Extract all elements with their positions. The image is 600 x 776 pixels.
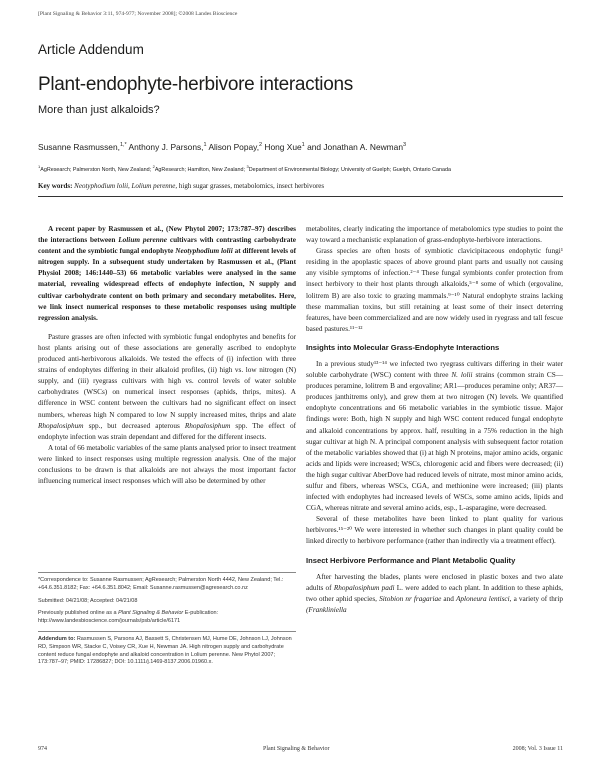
body-paragraph: After harvesting the blades, plants were enclosed in plastic boxes and two alate adults of Rhopalosiphum padi L. were added to each plant. In addition to these aphids, two other aphid species, Sitobion nr fragariae and Aploneura lentisci, a variety of thrip (Frankliniella [306, 572, 563, 614]
author-name: Susanne Rasmussen, [38, 142, 120, 152]
body-paragraph: A total of 66 metabolic variables of the same plants analysed prior to insect treatment were linked to insect responses using multiple regression analysis. One of the major conclusions to be drawn is that alkaloids are not always the most important factor influencing numerical insect responses which will also be determined by other [38, 443, 296, 486]
right-column [306, 224, 563, 616]
keywords-rest: high sugar grasses, metabolomics, insect herbivores [178, 182, 325, 190]
footnote-divider [38, 631, 296, 632]
affiliation-text: Department of Environmental Biology; University of Guelph; Guelph, Ontario Canada [248, 166, 452, 173]
keywords-italic: Neotyphodium lolii, Lolium perenne, [74, 182, 178, 190]
affiliation-text: AgResearch; Palmerston North, New Zealand; [40, 166, 152, 173]
author-affiliation-mark: 3 [402, 142, 407, 149]
body-paragraph: Grass species are often hosts of symbiotic clavicipitaceous endophytic fungi¹ residing in the apoplastic spaces of above ground plant parts and usually not causing any visible symptoms of infection.²⁻⁴ These fungal symbionts confer protection from insect herbivory to their host plants through alkaloids,⁵⁻⁸ some of which (ergovaline, lolitrem B) are also toxic to grazing mammals.⁹⁻¹⁰ Natural endophyte strains lacking these mammalian toxins, but still retaining at least some of their insect deterring features, have been commercialized and are now widely used in ryegrass and tall fescue based pastures.¹¹⁻¹² [306, 247, 563, 333]
footnote-divider [38, 572, 296, 573]
header-divider [38, 196, 563, 197]
affiliation-mark: 2 [152, 164, 155, 169]
affiliation-mark: 1 [38, 164, 41, 169]
keywords-line [38, 182, 324, 190]
author-name: Anthony J. Parsons, [128, 142, 204, 152]
body-paragraph: metabolites, clearly indicating the importance of metabolomics type studies to point the way toward a mechanistic explanation of grass-endophyte-herbivore interactions. [306, 225, 563, 245]
author-affiliation-mark: 1 [301, 142, 305, 149]
page-number: 974 [38, 746, 47, 752]
author-list [38, 142, 406, 152]
footnotes [38, 572, 296, 672]
footer-issue: 2008; Vol. 3 Issue 11 [512, 746, 563, 752]
submission-dates: Submitted: 04/21/08; Accepted: 04/21/08 [38, 597, 138, 604]
correspondence-note: *Correspondence to: Susanne Rasmussen; AgResearch; Palmerston North 4442, New Zealand; Tel.: +64.6.351.8182; Fax: +64.6.351.8042; Email: Susanne.rasmussen@agresearch.co.nz [38, 577, 284, 591]
affiliation-mark: 3 [246, 164, 249, 169]
affiliation-list [38, 164, 451, 173]
author-affiliation-mark: 1 [203, 142, 207, 149]
article-subtitle: More than just alkaloids? [38, 104, 160, 116]
author-affiliation-mark: 2 [259, 142, 263, 149]
body-paragraph: Several of these metabolites have been linked to plant quality for various herbivores.¹⁵⁻²⁰ We were interested in whether such changes in plant quality could be linked directly to herbivore performance (rather than indirectly via a treatment effect). [306, 515, 563, 546]
section-heading: Insights into Molecular Grass-Endophyte Interactions [306, 342, 500, 352]
body-paragraph: Pasture grasses are often infected with symbiotic fungal endophytes and benefits for host plants arising out of these associations are generally ascribed to endophyte produced anti-herbivorous alkaloids. We tested the effects of (i) infection with three strains of endophytes differing in their alkaloid profiles, (ii) high vs. low nitrogen (N) supply, and (iii) ryegrass cultivars with high vs. control levels of water soluble carbohydrates (WSCs) on numerical insect responses (aphids, thrips, mites). A difference in WSC content between the cultivars had no significant effect on insect numbers, whereas high N compared to low N supply increased mites, thrips and alate Rhopalosiphum spp., but decreased apterous Rhopalosiphum spp. The effect of endophyte infection was strain dependant and differed for the different insects. [38, 332, 296, 441]
article-type-label: Article Addendum [38, 42, 144, 57]
left-column [38, 224, 296, 487]
body-paragraph: In a previous study¹³⁻¹⁴ we infected two ryegrass cultivars differing in their water soluble carbohydrate (WSC) content with three N. lolii strains (common strain CS—produces peramine, lolitrem B and ergovaline; AR1—produces peramine only; AR37—produces janthitrems only), and grew them at two nitrogen (N) levels. We quantified endophyte concentrations and 66 metabolic variables in the symbiotic tissue. Major findings were: Both, high N supply and high WSC content reduced fungal endophyte and alkaloid concentrations by approx. half, resulting in a 75% reduction in the high sugar cultivar at high N. A principal component analysis with subsequent factor rotation of the metabolic variables showed that (i) at high N proteins, major amino acids, organic acids and lipids were increased; WSCs, chlorogenic acid and fibers were decreased; (ii) the high sugar cultivar AberDove had reduced levels of nitrate, most minor amino acids, sulfur and fibers, whereas WSCs, CGA, and methionine were increased; (iii) plants infected with endophytes had increased levels of WSCs, some amino acids, lipids and CGA, whereas nitrate and several amino acids, esp., L-asparagine, were decreased. [306, 359, 564, 513]
journal-citation-header: [Plant Signaling & Behavior 3:11, 974-977; November 2008]; ©2008 Landes Bioscience [38, 11, 238, 17]
author-name: and Jonathan A. Newman [307, 142, 403, 152]
author-affiliation-mark: 1,* [119, 142, 127, 149]
affiliation-text: AgResearch; Hamilton, New Zealand; [154, 166, 246, 173]
footer-journal-name: Plant Signaling & Behavior [263, 746, 330, 752]
keywords-label: Key words: [38, 182, 73, 190]
addendum-note: Addendum to: Rasmussen S, Parsons AJ, Bassett S, Christensen MJ, Hume DE, Johnson LJ, Johnson RD, Simpson WR, Stacke C, Voisey CR, Xue H, Newman JA. High nitrogen supply and carbohydrate content reduce fungal endophyte and alkaloid concentration in Lolium perenne. New Phytol 2007; 173:787–97; PMID: 17286827; DOI: 10.1111/j.1469-8137.2006.01960.x. [38, 635, 292, 666]
previous-publication-note: Previously published online as a Plant Signaling & Behavior E-publication: http://www.landesbioscience.com/journals/psb/article/6171 [38, 610, 219, 625]
section-heading: Insect Herbivore Performance and Plant Metabolic Quality [306, 555, 516, 565]
abstract: A recent paper by Rasmussen et al., (New Phytol 2007; 173:787–97) describes the interactions between Lolium perenne cultivars with contrasting carbohydrate content and the symbiotic fungal endophyte Neotyphodium lolii at different levels of nitrogen supply. In a subsequent study undertaken by Rasmussen et al., (Plant Physiol 2008; 146:1440–53) 66 metabolic variables were analysed in the same material, revealing widespread effects of endophyte infection, N supply and cultivar carbohydrate content on both primary and secondary metabolites. Here, we link insect numerical responses to these metabolic responses using multiple regression analysis. [38, 225, 297, 322]
author-name: Hong Xue [264, 142, 302, 152]
left-body-text [38, 332, 296, 487]
article-title: Plant-endophyte-herbivore interactions [38, 74, 353, 95]
author-name: Alison Popay, [208, 142, 260, 152]
